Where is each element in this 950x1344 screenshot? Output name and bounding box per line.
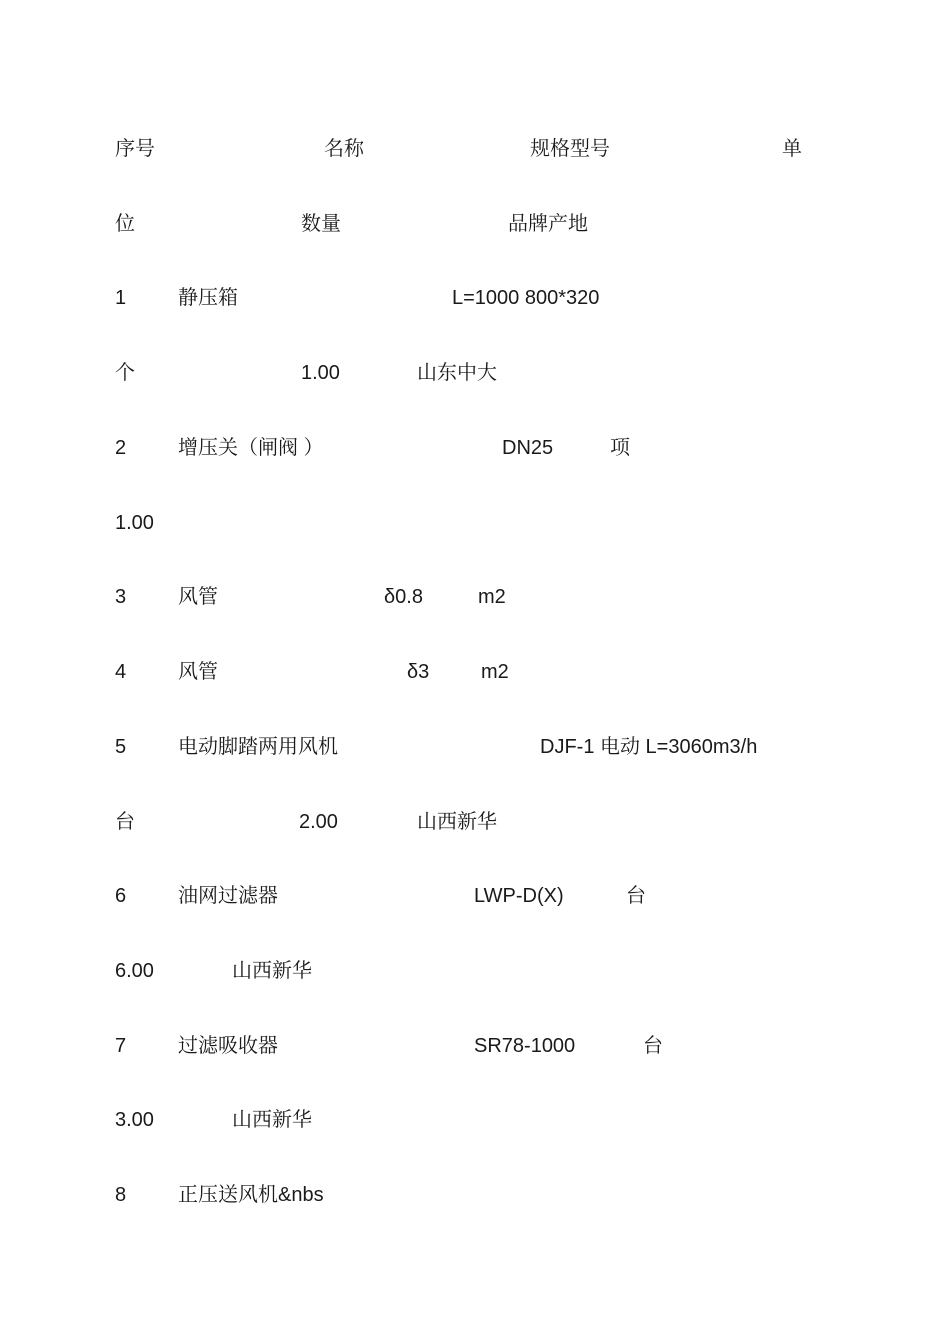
- header-line-2: [0, 209, 950, 239]
- item-index: 3: [115, 586, 127, 608]
- item-index: 5: [115, 736, 127, 758]
- item-name: 增压关（闸阀 ）: [178, 437, 324, 459]
- item-name: 正压送风机&nbs: [178, 1184, 324, 1206]
- item-quantity: 6.00: [115, 960, 154, 982]
- item-unit: 个: [115, 362, 135, 384]
- item-2-line-2: [0, 508, 950, 538]
- item-name: 风管: [178, 586, 218, 608]
- item-brand: 山东中大: [417, 362, 497, 384]
- item-5-line-1: [0, 732, 950, 762]
- item-7-line-2: [0, 1105, 950, 1135]
- item-index: 4: [115, 661, 127, 683]
- header-spec: 规格型号: [530, 138, 610, 160]
- item-name: 过滤吸收器: [178, 1035, 278, 1057]
- item-spec: δ3: [407, 661, 430, 683]
- item-5-line-2: [0, 807, 950, 837]
- item-unit: 台: [643, 1035, 663, 1057]
- item-name: 油网过滤器: [178, 885, 278, 907]
- item-brand: 山西新华: [232, 1109, 312, 1131]
- item-spec: DN25: [502, 437, 554, 459]
- item-6-line-2: [0, 956, 950, 986]
- item-index: 6: [115, 885, 127, 907]
- item-spec: SR78-1000: [474, 1035, 576, 1057]
- item-unit: m2: [478, 586, 506, 608]
- item-quantity: 2.00: [299, 811, 338, 833]
- header-unit-part1: 单: [782, 138, 802, 160]
- item-8-line-1: [0, 1180, 950, 1210]
- item-1-line-1: [0, 283, 950, 313]
- item-name: 电动脚踏两用风机: [178, 736, 338, 758]
- header-name: 名称: [324, 138, 364, 160]
- item-unit: m2: [481, 661, 509, 683]
- header-index: 序号: [115, 138, 155, 160]
- item-index: 7: [115, 1035, 127, 1057]
- item-index: 1: [115, 287, 127, 309]
- item-3-line: [0, 582, 950, 612]
- item-quantity: 3.00: [115, 1109, 154, 1131]
- item-spec: LWP-D(X): [474, 885, 564, 907]
- item-6-line-1: [0, 881, 950, 911]
- header-unit-part2: 位: [115, 213, 135, 235]
- item-unit: 台: [115, 811, 135, 833]
- item-1-line-2: [0, 358, 950, 388]
- item-index: 2: [115, 437, 127, 459]
- item-spec: DJF-1 电动 L=3060m3/h: [540, 736, 758, 758]
- item-spec: L=1000 800*320: [452, 287, 600, 309]
- item-spec: δ0.8: [384, 586, 423, 608]
- item-quantity: 1.00: [301, 362, 340, 384]
- item-brand: 山西新华: [417, 811, 497, 833]
- item-4-line: [0, 657, 950, 687]
- header-line-1: [0, 134, 950, 164]
- item-brand: 山西新华: [232, 960, 312, 982]
- item-7-line-1: [0, 1031, 950, 1061]
- item-index: 8: [115, 1184, 127, 1206]
- item-unit: 台: [626, 885, 646, 907]
- item-unit: 项: [610, 437, 630, 459]
- header-quantity: 数量: [301, 213, 341, 235]
- header-brand-origin: 品牌产地: [508, 213, 588, 235]
- item-quantity: 1.00: [115, 512, 154, 534]
- item-name: 风管: [178, 661, 218, 683]
- item-2-line-1: [0, 433, 950, 463]
- item-name: 静压箱: [178, 287, 238, 309]
